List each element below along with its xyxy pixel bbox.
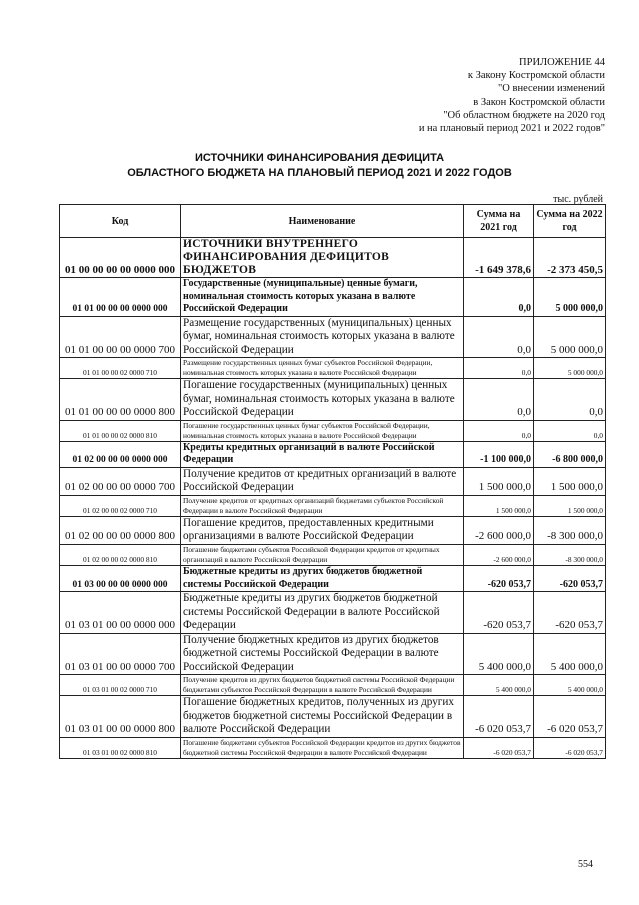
row-sum-2021: -620 053,7 (464, 565, 534, 591)
row-sum-2022: -2 373 450,5 (534, 238, 606, 278)
table-header-row (60, 205, 606, 238)
header-line: и на плановый период 2021 и 2022 годов" (418, 123, 605, 135)
row-sum-2022: -6 800 000,0 (534, 441, 606, 467)
row-sum-2021: 0,0 (464, 379, 534, 421)
row-name: Бюджетные кредиты из других бюджетов бюджетной системы Российской Федерации (181, 565, 464, 591)
row-name: Кредиты кредитных организаций в валюте Российской Федерации (181, 441, 464, 467)
header-line: "О внесении изменений (498, 83, 605, 95)
table-row (60, 696, 606, 738)
row-name: Погашение бюджетных кредитов, полученных из других бюджетов бюджетной системы Российской Федерации в валюте Российской Федерации (181, 696, 464, 738)
row-name: ИСТОЧНИКИ ВНУТРЕННЕГО ФИНАНСИРОВАНИЯ ДЕФИЦИТОВ БЮДЖЕТОВ (181, 238, 464, 278)
row-sum-2022: -8 300 000,0 (534, 516, 606, 544)
row-sum-2022: 1 500 000,0 (534, 495, 606, 516)
row-code: 01 02 00 00 00 0000 800 (60, 516, 181, 544)
row-sum-2021: 1 500 000,0 (464, 467, 534, 495)
row-code: 01 02 00 00 00 0000 000 (60, 441, 181, 467)
row-sum-2021: -6 020 053,7 (464, 696, 534, 738)
row-name: Государственные (муниципальные) ценные бумаги, номинальная стоимость которых указана в валюте Российской Федерации (181, 278, 464, 317)
document-title (0, 151, 639, 181)
table-row (60, 420, 606, 441)
row-code: 01 01 00 00 00 0000 800 (60, 379, 181, 421)
row-sum-2021: 1 500 000,0 (464, 495, 534, 516)
title-line-1: ИСТОЧНИКИ ФИНАНСИРОВАНИЯ ДЕФИЦИТА (194, 152, 445, 164)
row-name: Размещение государственных (муниципальных) ценных бумаг, номинальная стоимость которых указана в валюте Российской Федерации (181, 316, 464, 358)
table-row (60, 633, 606, 675)
column-header-code: Код (60, 205, 181, 238)
row-name: Погашение кредитов, предоставленных кредитными организациями в валюте Российской Федерации (181, 516, 464, 544)
row-sum-2022: -620 053,7 (534, 592, 606, 634)
table-row (60, 675, 606, 696)
row-sum-2022: 1 500 000,0 (534, 467, 606, 495)
row-code: 01 02 00 00 02 0000 710 (60, 495, 181, 516)
row-sum-2022: 5 400 000,0 (534, 633, 606, 675)
row-sum-2022: -8 300 000,0 (534, 544, 606, 565)
row-code: 01 03 01 00 02 0000 710 (60, 675, 181, 696)
row-name: Бюджетные кредиты из других бюджетов бюджетной системы Российской Федерации в валюте Российской Федерации (181, 592, 464, 634)
financing-sources-table (59, 204, 606, 759)
table-row (60, 238, 606, 278)
appendix-header (419, 56, 605, 135)
table-row (60, 316, 606, 358)
row-sum-2021: 5 400 000,0 (464, 633, 534, 675)
table-row (60, 592, 606, 634)
header-line: в Закон Костромской области (473, 96, 605, 108)
row-code: 01 03 01 00 00 0000 000 (60, 592, 181, 634)
column-header-sum-2022: Сумма на 2022 год (534, 205, 606, 238)
table-row (60, 278, 606, 317)
row-code: 01 02 00 00 02 0000 810 (60, 544, 181, 565)
row-code: 01 01 00 00 00 0000 700 (60, 316, 181, 358)
row-name: Погашение бюджетами субъектов Российской Федерации кредитов от кредитных организаций в валюте Российской Федерации (181, 544, 464, 565)
row-sum-2021: -2 600 000,0 (464, 516, 534, 544)
row-sum-2022: -620 053,7 (534, 565, 606, 591)
row-name: Погашение государственных ценных бумаг субъектов Российской Федерации, номинальная стоимость которых указана в валюте Российской Федерации (181, 420, 464, 441)
header-line: "Об областном бюджете на 2020 год (443, 109, 605, 121)
row-code: 01 03 01 00 00 0000 800 (60, 696, 181, 738)
row-sum-2021: 0,0 (464, 278, 534, 317)
row-code: 01 01 00 00 02 0000 710 (60, 358, 181, 379)
row-sum-2022: 5 000 000,0 (534, 358, 606, 379)
row-sum-2022: -6 020 053,7 (534, 737, 606, 758)
row-sum-2021: 5 400 000,0 (464, 675, 534, 696)
row-sum-2022: 5 400 000,0 (534, 675, 606, 696)
row-sum-2022: 0,0 (534, 420, 606, 441)
row-name: Получение кредитов из других бюджетов бюджетной системы Российской Федерации бюджетами субъектов Российской Федерации в валюте Российской Федерации (181, 675, 464, 696)
table-row (60, 379, 606, 421)
page-number: 554 (578, 859, 593, 870)
row-sum-2021: -2 600 000,0 (464, 544, 534, 565)
table-row (60, 544, 606, 565)
row-sum-2021: 0,0 (464, 420, 534, 441)
table-row (60, 358, 606, 379)
row-name: Погашение государственных (муниципальных) ценных бумаг, номинальная стоимость которых указана в валюте Российской Федерации (181, 379, 464, 421)
row-sum-2021: -1 100 000,0 (464, 441, 534, 467)
row-sum-2021: 0,0 (464, 358, 534, 379)
row-sum-2021: -6 020 053,7 (464, 737, 534, 758)
row-code: 01 03 00 00 00 0000 000 (60, 565, 181, 591)
row-sum-2021: 0,0 (464, 316, 534, 358)
column-header-sum-2021: Сумма на 2021 год (464, 205, 534, 238)
column-header-name: Наименование (181, 205, 464, 238)
table-row (60, 495, 606, 516)
table-row (60, 737, 606, 758)
row-name: Погашение бюджетами субъектов Российской Федерации кредитов из других бюджетов бюджетной системы Российской Федерации в валюте Российской Федерации (181, 737, 464, 758)
row-name: Размещение государственных ценных бумаг субъектов Российской Федерации, номинальная стоимость которых указана в валюте Российской Федерации (181, 358, 464, 379)
units-label: тыс. рублей (553, 194, 603, 205)
table-row (60, 516, 606, 544)
row-sum-2022: -6 020 053,7 (534, 696, 606, 738)
row-code: 01 03 01 00 00 0000 700 (60, 633, 181, 675)
row-code: 01 03 01 00 02 0000 810 (60, 737, 181, 758)
table-row (60, 565, 606, 591)
row-sum-2021: -620 053,7 (464, 592, 534, 634)
title-line-2: ОБЛАСТНОГО БЮДЖЕТА НА ПЛАНОВЫЙ ПЕРИОД 2021 И 2022 ГОДОВ (127, 167, 512, 179)
row-sum-2022: 0,0 (534, 379, 606, 421)
header-line: ПРИЛОЖЕНИЕ 44 (519, 57, 605, 68)
row-code: 01 01 00 00 02 0000 810 (60, 420, 181, 441)
row-name: Получение кредитов от кредитных организаций в валюте Российской Федерации (181, 467, 464, 495)
row-name: Получение кредитов от кредитных организаций бюджетами субъектов Российской Федерации в валюте Российской Федерации (181, 495, 464, 516)
row-sum-2021: -1 649 378,6 (464, 238, 534, 278)
row-code: 01 02 00 00 00 0000 700 (60, 467, 181, 495)
table-row (60, 441, 606, 467)
table-row (60, 467, 606, 495)
row-sum-2022: 5 000 000,0 (534, 278, 606, 317)
row-name: Получение бюджетных кредитов из других бюджетов бюджетной системы Российской Федерации в валюте Российской Федерации (181, 633, 464, 675)
row-code: 01 00 00 00 00 0000 000 (60, 238, 181, 278)
header-line: к Закону Костромской области (467, 70, 605, 82)
row-sum-2022: 5 000 000,0 (534, 316, 606, 358)
row-code: 01 01 00 00 00 0000 000 (60, 278, 181, 317)
